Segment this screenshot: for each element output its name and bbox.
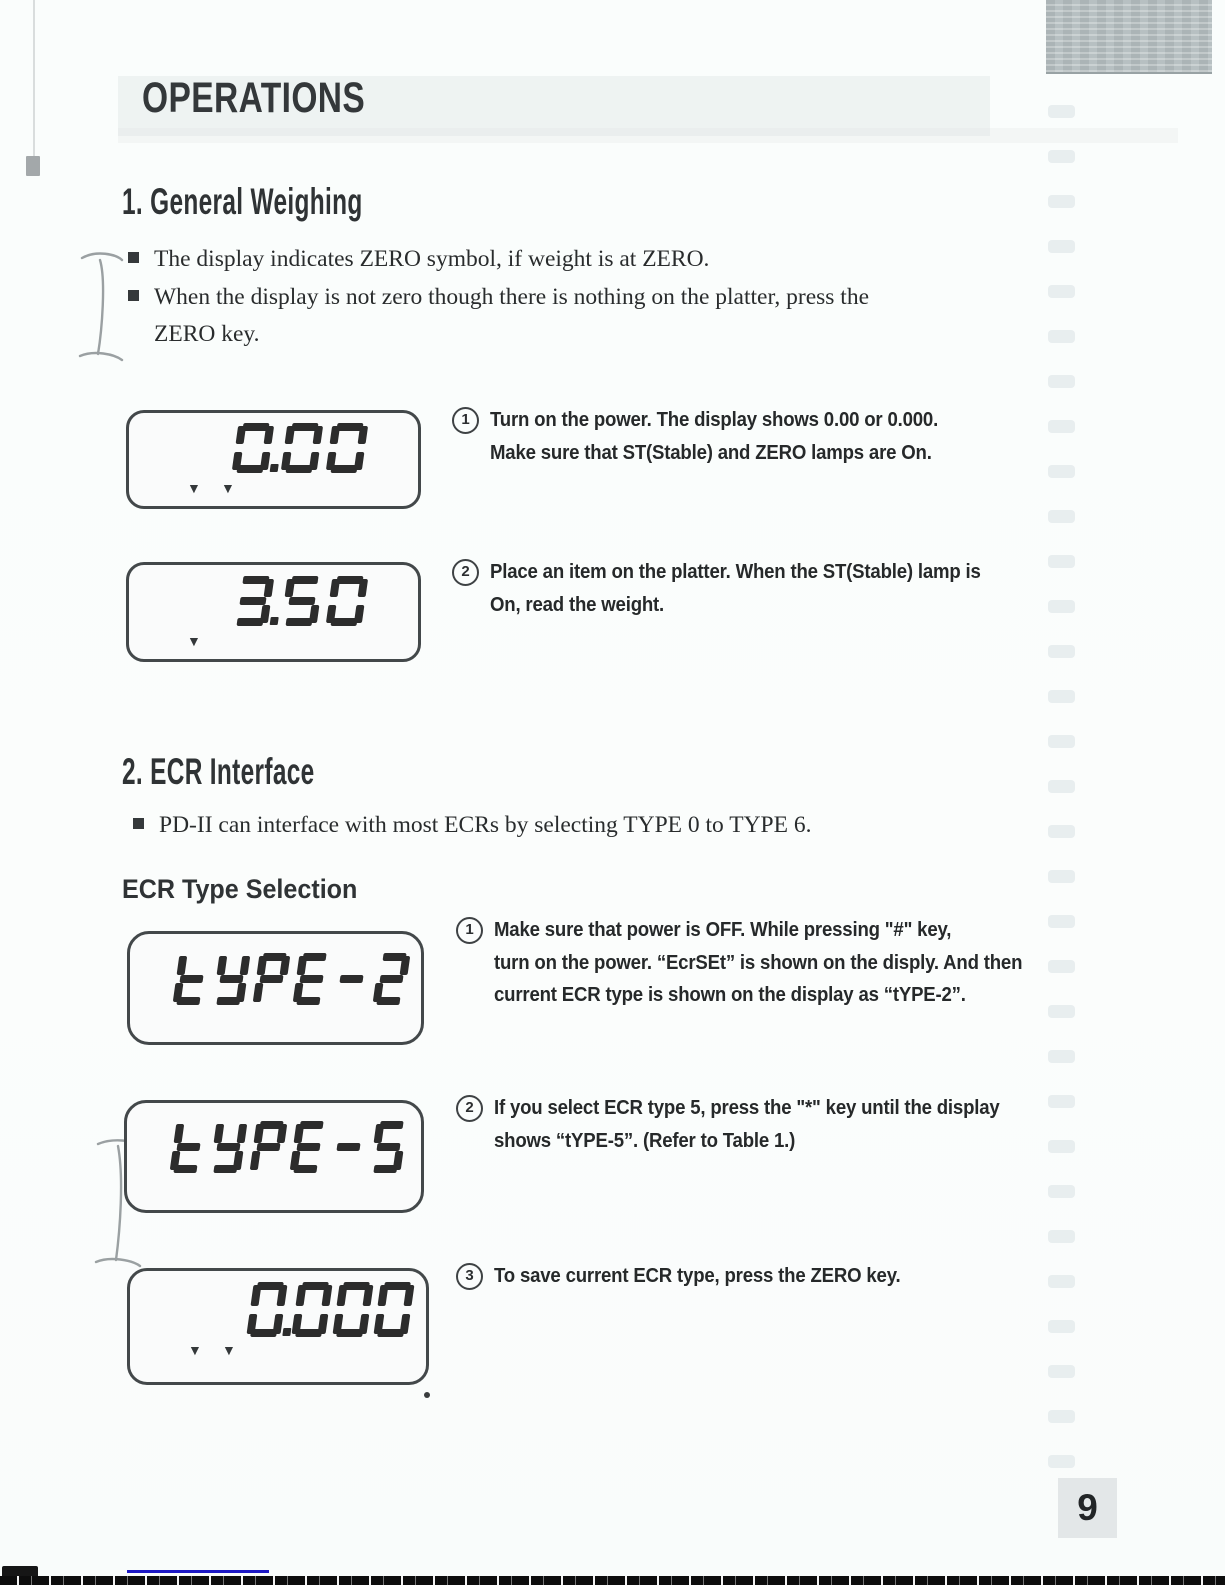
lcd-segment xyxy=(176,997,200,1005)
instruction-line: current ECR type is shown on the display as “tYPE-2”. xyxy=(494,984,966,1006)
margin-dot xyxy=(1048,645,1075,658)
lcd-char xyxy=(372,953,410,1005)
lcd-segment xyxy=(237,1124,248,1143)
lamp-triangle-icon: ▼ xyxy=(188,1342,202,1358)
bullet-item-continued: ZERO key. xyxy=(154,321,260,347)
lamp-triangle-icon: ▼ xyxy=(222,1342,236,1358)
lcd-segment xyxy=(253,983,264,1002)
step-number: 2 xyxy=(456,1095,483,1122)
lcd-segment xyxy=(213,1165,237,1173)
margin-dot xyxy=(1048,330,1075,343)
lcd-segment xyxy=(250,1151,261,1170)
instruction-step xyxy=(456,1092,1038,1157)
step-number: 3 xyxy=(456,1263,483,1290)
lamp-triangle-icon: ▼ xyxy=(187,480,201,496)
margin-dot xyxy=(1048,870,1075,883)
lcd-segment xyxy=(254,1124,265,1143)
scan-edge-line xyxy=(33,0,35,158)
scan-stray-dot xyxy=(424,1392,430,1398)
lcd-segment xyxy=(299,975,323,983)
lcd-segment xyxy=(256,1143,280,1151)
lcd-display-type2 xyxy=(127,931,424,1045)
margin-dot xyxy=(1048,240,1075,253)
instruction-line: If you select ECR type 5, press the "*" key until the display xyxy=(494,1097,1000,1119)
lcd-segment xyxy=(216,997,240,1005)
lcd-display-zero xyxy=(126,410,421,509)
bullet-square-icon xyxy=(128,252,139,263)
margin-dot xyxy=(1048,1185,1075,1198)
margin-dot xyxy=(1048,1050,1075,1063)
instruction-step xyxy=(452,556,1018,621)
lcd-segment xyxy=(177,956,188,975)
lcd-segment xyxy=(379,975,403,983)
bullet-item: When the display is not zero though there is nothing on the platter, press the xyxy=(128,284,869,311)
page-bottom-edge xyxy=(0,1576,1225,1585)
instruction-line: Make sure that ST(Stable) and ZERO lamps are On. xyxy=(490,441,932,464)
instruction-step xyxy=(452,404,972,469)
lcd-segment xyxy=(240,956,251,975)
bullet-square-icon xyxy=(128,290,139,301)
margin-dot xyxy=(1048,375,1075,388)
margin-dot xyxy=(1048,1230,1075,1243)
instruction-line: On, read the weight. xyxy=(490,593,665,616)
margin-dot xyxy=(1048,780,1075,793)
margin-dot xyxy=(1048,1410,1075,1423)
lcd-segment xyxy=(373,1165,397,1173)
scan-edge-mark xyxy=(26,156,40,176)
margin-dot xyxy=(1048,285,1075,298)
lcd-segment xyxy=(214,1124,225,1143)
lcd-display-type5 xyxy=(124,1100,424,1213)
lcd-digits xyxy=(169,1121,416,1173)
instruction-line: Place an item on the platter. When the ST(Stable) lamp is xyxy=(490,561,981,583)
margin-dot xyxy=(1048,105,1075,118)
lcd-segment xyxy=(336,1143,360,1151)
margin-dot xyxy=(1048,1365,1075,1378)
section-heading-ecr-interface: 2. ECR Interface xyxy=(122,751,315,792)
lcd-segment xyxy=(257,956,268,975)
instruction-line: Make sure that power is OFF. While pressing "#" key, xyxy=(494,919,952,941)
lcd-segment xyxy=(277,1124,288,1143)
lamp-triangle-icon: ▼ xyxy=(187,633,201,649)
lcd-segment xyxy=(296,997,320,1005)
lcd-segment xyxy=(376,997,400,1005)
lcd-char xyxy=(332,953,370,1005)
lcd-segment xyxy=(219,975,243,983)
lcd-char xyxy=(249,1121,287,1173)
instruction-line: shows “tYPE-5”. (Refer to Table 1.) xyxy=(494,1129,796,1152)
lcd-segment xyxy=(216,1143,240,1151)
lamp-indicators xyxy=(129,565,418,659)
margin-dot xyxy=(1048,420,1075,433)
page-corner-tab xyxy=(1046,0,1212,74)
margin-dot xyxy=(1048,1140,1075,1153)
lcd-segment xyxy=(376,1143,400,1151)
instruction-line: To save current ECR type, press the ZERO key. xyxy=(494,1265,901,1287)
binding-wire-icon xyxy=(76,250,126,368)
page-number: 9 xyxy=(1058,1478,1117,1538)
lcd-char xyxy=(369,1121,407,1173)
lcd-segment xyxy=(294,1124,305,1143)
lamp-indicators xyxy=(129,413,418,506)
lamp-indicators xyxy=(130,1271,426,1382)
lamp-triangle-icon: ▼ xyxy=(221,480,235,496)
scan-band xyxy=(118,128,1178,143)
lcd-display-weight xyxy=(126,562,421,662)
lcd-segment xyxy=(176,1143,200,1151)
lcd-char xyxy=(209,1121,247,1173)
instruction-step xyxy=(456,1260,931,1293)
lcd-segment xyxy=(296,1143,320,1151)
margin-dot xyxy=(1048,195,1075,208)
step-number: 1 xyxy=(456,917,483,944)
margin-dot xyxy=(1048,1275,1075,1288)
bullet-item: The display indicates ZERO symbol, if weight is at ZERO. xyxy=(128,246,709,273)
lcd-segment xyxy=(217,956,228,975)
lcd-char xyxy=(329,1121,367,1173)
page-title xyxy=(142,74,428,123)
margin-dot xyxy=(1048,825,1075,838)
lcd-segment xyxy=(174,1124,185,1143)
lcd-char xyxy=(169,1121,207,1173)
instruction-step xyxy=(456,914,1062,1012)
step-number: 1 xyxy=(452,407,479,434)
lcd-segment xyxy=(293,1165,317,1173)
margin-dot xyxy=(1048,555,1075,568)
subheading-ecr-type-selection: ECR Type Selection xyxy=(122,874,358,904)
lcd-char xyxy=(172,953,210,1005)
section-heading-general-weighing: 1. General Weighing xyxy=(122,181,363,222)
margin-dot xyxy=(1048,1320,1075,1333)
lcd-digits xyxy=(172,953,419,1005)
footer-blue-line xyxy=(127,1570,269,1573)
instruction-line: Turn on the power. The display shows 0.00 or 0.000. xyxy=(490,409,939,431)
page-title-text: OPERATIONS xyxy=(142,74,366,122)
lcd-segment xyxy=(374,1124,385,1143)
margin-dot xyxy=(1048,510,1075,523)
lcd-segment xyxy=(173,1165,197,1173)
lcd-segment xyxy=(339,975,363,983)
lcd-char xyxy=(292,953,330,1005)
lcd-segment xyxy=(400,956,411,975)
margin-dot xyxy=(1048,465,1075,478)
margin-dot xyxy=(1048,600,1075,613)
lcd-segment xyxy=(297,956,308,975)
lcd-display-zero-saved xyxy=(127,1268,429,1385)
lcd-segment xyxy=(280,956,291,975)
margin-dot xyxy=(1048,735,1075,748)
margin-dot xyxy=(1048,150,1075,163)
bullet-item: PD-II can interface with most ECRs by selecting TYPE 0 to TYPE 6. xyxy=(133,812,811,839)
lcd-segment xyxy=(259,975,283,983)
bullet-square-icon xyxy=(133,818,144,829)
margin-dot xyxy=(1048,1455,1075,1468)
lcd-segment xyxy=(179,975,203,983)
step-number: 2 xyxy=(452,559,479,586)
margin-dot xyxy=(1048,1095,1075,1108)
lcd-char xyxy=(289,1121,327,1173)
instruction-line: turn on the power. “EcrSEt” is shown on the disply. And then xyxy=(494,951,1023,974)
lcd-char xyxy=(212,953,250,1005)
lcd-char xyxy=(252,953,290,1005)
margin-dot xyxy=(1048,690,1075,703)
